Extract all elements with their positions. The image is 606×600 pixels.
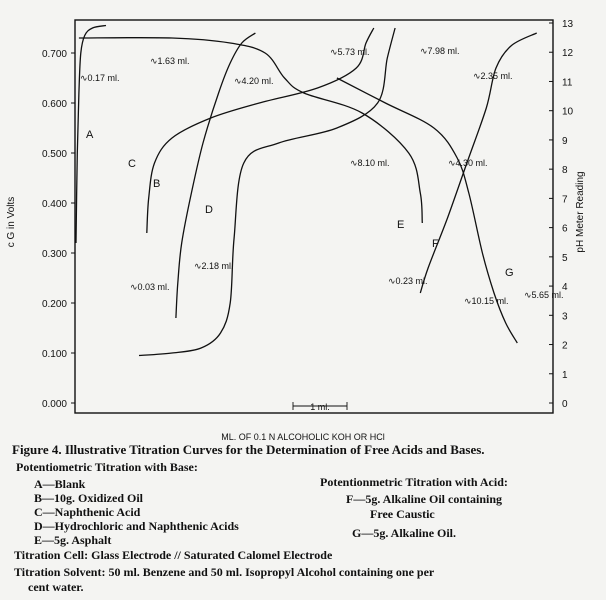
inflection-annotation: ∿4.20 ml. xyxy=(234,76,274,86)
titration-solvent-note-cont: cent water. xyxy=(28,580,84,594)
curve-label-d: D xyxy=(205,204,213,216)
y-right-tick-label: 10 xyxy=(562,106,574,118)
y-left-tick-label: 0.600 xyxy=(41,99,67,110)
y-right-tick-label: 7 xyxy=(562,194,568,206)
inflection-annotation: ∿1.63 ml. xyxy=(150,56,190,66)
curve-label-g: G xyxy=(505,267,514,279)
curve-label-c: C xyxy=(128,158,136,170)
inflection-annotation: ∿0.03 ml. xyxy=(130,282,170,292)
y-right-tick-label: 8 xyxy=(562,165,568,177)
inflection-annotation: ∿7.98 ml. xyxy=(420,46,460,56)
curve-e xyxy=(79,38,422,223)
x-axis-label: ML. OF 0.1 N ALCOHOLIC KOH OR HCl xyxy=(221,432,385,440)
y-right-tick-label: 5 xyxy=(562,252,568,264)
y-left-tick-label: 0.400 xyxy=(41,199,67,210)
curve-labels xyxy=(86,129,514,279)
inflection-annotation: ∿0.17 ml. xyxy=(80,73,120,83)
inflection-annotation: ∿5.65 ml. xyxy=(524,290,564,300)
base-item: A—Blank xyxy=(34,477,86,491)
inflection-annotation: ∿2.18 ml. xyxy=(194,261,234,271)
y-right-tick-label: 1 xyxy=(562,369,568,381)
y-left-tick-label: 0.700 xyxy=(41,49,67,60)
y-right-tick-label: 0 xyxy=(562,399,568,410)
y-left-label: c G in Volts xyxy=(6,196,17,248)
titration-solvent-note: Titration Solvent: 50 ml. Benzene and 50 ml. Isopropyl Alcohol containing one per xyxy=(14,565,435,579)
y-right-tick-label: 6 xyxy=(562,223,568,235)
curve-label-a: A xyxy=(86,129,94,141)
base-item: C—Naphthenic Acid xyxy=(34,505,141,519)
inflection-annotation: ∿5.73 ml. xyxy=(330,47,370,57)
curve-label-f: F xyxy=(432,238,439,250)
acid-item: G—5g. Alkaline Oil. xyxy=(352,526,457,540)
y-right-tick-label: 11 xyxy=(562,77,573,89)
y-left-tick-label: 0.300 xyxy=(41,249,67,260)
curve-label-e: E xyxy=(397,219,405,231)
y-right-label: pH Meter Reading xyxy=(575,171,586,253)
y-right-tick-label: 13 xyxy=(562,19,574,30)
y-left-tick-label: 0.200 xyxy=(41,299,67,310)
y-right-tick-label: 4 xyxy=(562,282,568,294)
inflection-annotation: ∿4.30 ml. xyxy=(448,158,488,168)
base-heading: Potentiometric Titration with Base: xyxy=(16,460,198,474)
y-right-tick-label: 3 xyxy=(562,311,568,323)
y-left-ticks xyxy=(42,49,75,410)
acid-item: F—5g. Alkaline Oil containing xyxy=(346,492,503,506)
inflection-annotation: ∿8.10 ml. xyxy=(350,158,390,168)
y-right-tick-label: 9 xyxy=(562,135,568,147)
y-left-tick-label: 0.100 xyxy=(41,349,67,360)
y-right-tick-label: 2 xyxy=(562,340,568,352)
y-left-tick-label: 0.500 xyxy=(41,149,67,160)
inflection-annotation: ∿2.35 ml. xyxy=(473,71,513,81)
base-item: B—10g. Oxidized Oil xyxy=(34,491,144,505)
acid-item: Free Caustic xyxy=(370,507,435,521)
inflection-annotation: ∿0.23 ml. xyxy=(388,276,428,286)
acid-heading: Potentionmetric Titration with Acid: xyxy=(320,475,508,489)
titration-cell-note: Titration Cell: Glass Electrode // Saturated Calomel Electrode xyxy=(14,548,333,562)
base-item: D—Hydrochloric and Naphthenic Acids xyxy=(34,519,239,533)
base-item: E—5g. Asphalt xyxy=(34,533,112,547)
curve-label-b: B xyxy=(153,178,161,190)
figure-title: Figure 4. Illustrative Titration Curves for the Determination of Free Acids and Bases. xyxy=(12,442,485,457)
y-right-tick-label: 12 xyxy=(562,48,574,60)
y-left-tick-label: 0.000 xyxy=(41,399,67,410)
titration-curves xyxy=(76,26,537,356)
scale-bar-label: 1 ml. xyxy=(310,402,330,412)
inflection-annotation: ∿10.15 ml. xyxy=(464,296,509,306)
